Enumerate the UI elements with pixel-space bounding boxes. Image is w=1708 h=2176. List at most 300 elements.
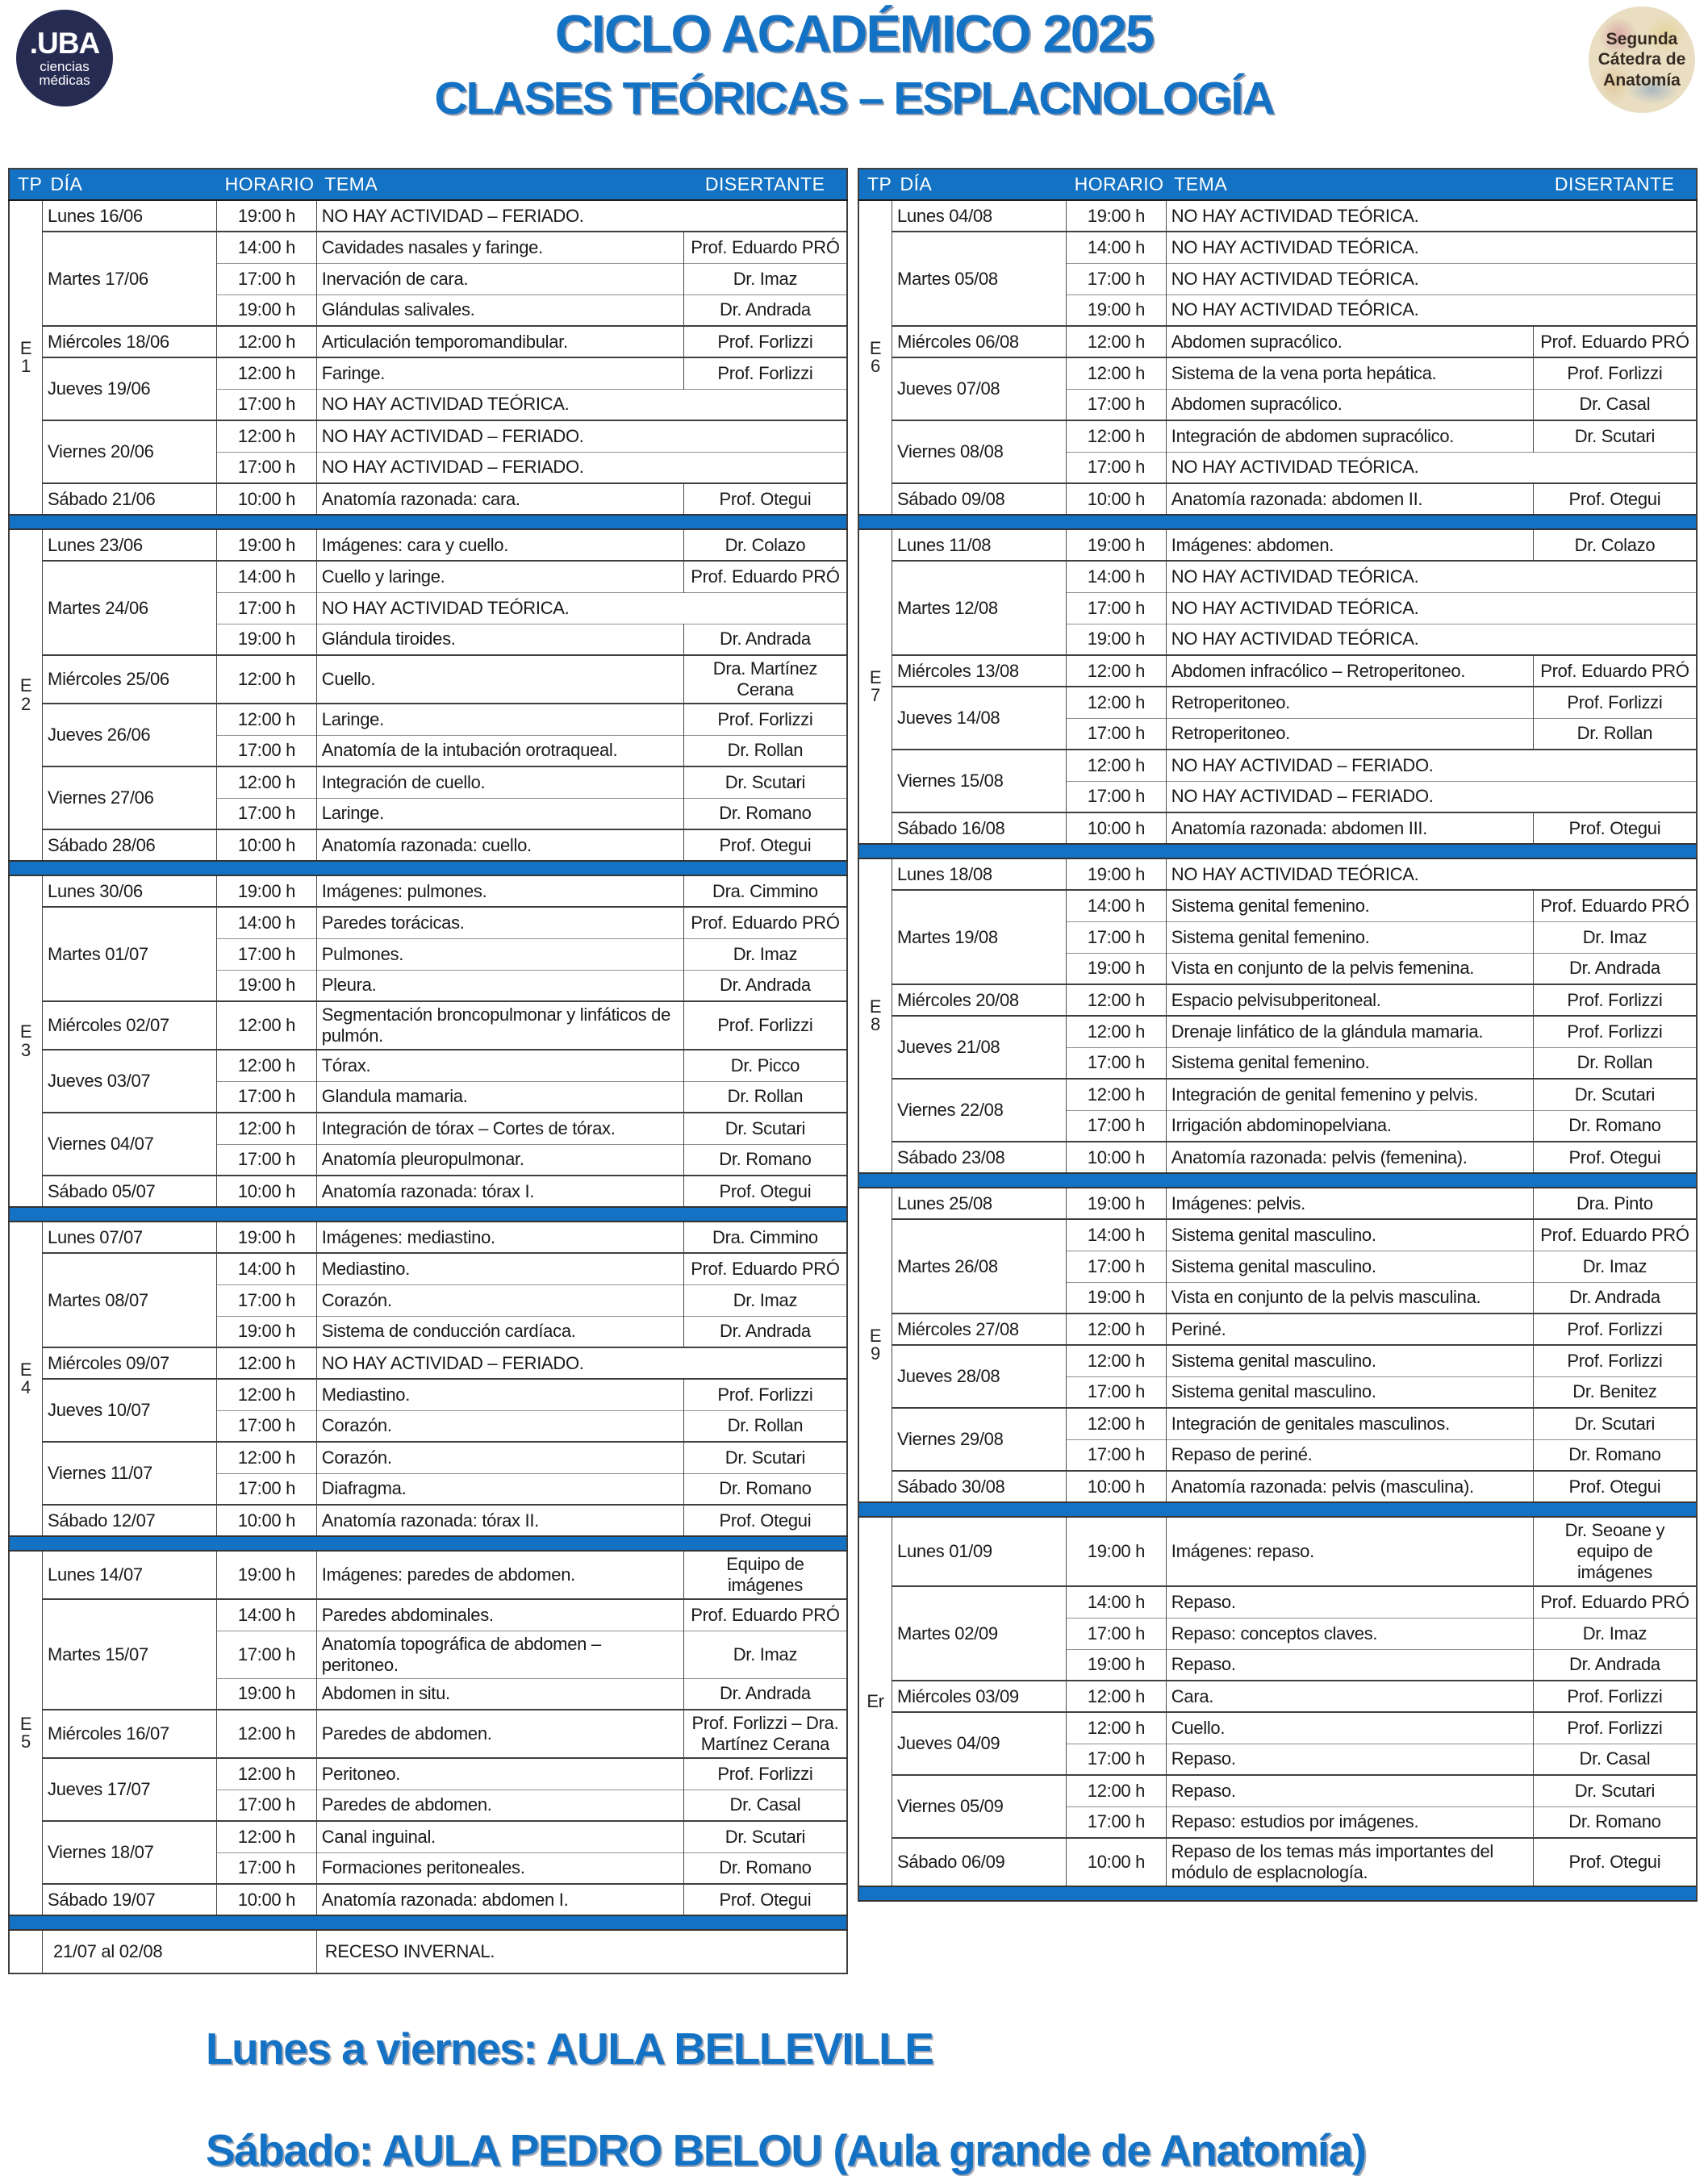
topic-cell: NO HAY ACTIVIDAD – FERIADO. [1166,781,1697,812]
day-cell: Viernes 18/07 [43,1821,217,1884]
speaker-cell: Dr. Rollan [1533,718,1697,750]
day-cell: Lunes 11/08 [892,529,1067,561]
time-cell: 14:00 h [1067,1586,1167,1618]
time-cell: 19:00 h [1067,953,1167,984]
anatomy-chair-logo [1589,6,1695,113]
day-cell: Lunes 30/06 [43,875,217,907]
day-cell: Sábado 12/07 [43,1505,217,1536]
speaker-cell: Prof. Forlizzi [1533,357,1697,389]
tp-label-line: E [19,1359,32,1380]
topic-cell: NO HAY ACTIVIDAD TEÓRICA. [1166,592,1697,624]
page-footer [0,1974,1708,2176]
block-separator [9,861,847,875]
right-schedule-table [858,168,1698,1902]
time-cell: 12:00 h [1067,1681,1167,1712]
session-row [858,890,1697,921]
speaker-cell: Dr. Andrada [1533,953,1697,984]
session-row [9,1379,847,1410]
day-cell: Miércoles 06/08 [892,326,1067,357]
topic-cell: Abdomen supracólico. [1166,326,1533,357]
topic-cell: Repaso. [1166,1649,1533,1681]
tp-label [858,200,892,515]
speaker-cell: Dra. Cimmino [683,1222,847,1253]
topic-cell: NO HAY ACTIVIDAD TEÓRICA. [1166,452,1697,483]
time-cell: 12:00 h [217,1113,317,1144]
day-cell: Jueves 10/07 [43,1379,217,1442]
day-cell: Miércoles 25/06 [43,655,217,704]
day-cell: Sábado 28/06 [43,829,217,861]
topic-cell: Sistema genital masculino. [1166,1345,1533,1376]
session-row [9,1599,847,1631]
topic-cell: Sistema genital femenino. [1166,890,1533,921]
time-cell: 10:00 h [217,829,317,861]
time-cell: 12:00 h [1067,420,1167,452]
speaker-cell: Dr. Seoane y equipo de imágenes [1533,1517,1697,1586]
column-header-horario: HORARIO [217,169,317,200]
speaker-cell: Dr. Scutari [683,1821,847,1852]
topic-cell: Formaciones peritoneales. [316,1852,683,1884]
time-cell: 17:00 h [1067,1806,1167,1838]
block-separator-bar [9,1536,847,1551]
day-cell: Jueves 17/07 [43,1758,217,1821]
day-cell: Martes 08/07 [43,1253,217,1347]
day-cell: Viernes 08/08 [892,420,1067,483]
day-cell: Martes 15/07 [43,1599,217,1710]
tp-label [9,529,43,861]
topic-cell: Vista en conjunto de la pelvis masculina. [1166,1282,1533,1314]
time-cell: 19:00 h [217,200,317,232]
time-cell: 12:00 h [217,1442,317,1473]
block-separator-bar [858,1502,1697,1517]
tp-label [858,858,892,1173]
time-cell: 19:00 h [217,294,317,326]
day-cell: Lunes 04/08 [892,200,1067,232]
tp-label-line: E [869,1325,882,1346]
time-cell: 19:00 h [217,1551,317,1599]
block-separator [9,1207,847,1222]
tp-label [858,529,892,844]
time-cell: 14:00 h [1067,1219,1167,1251]
topic-cell: Pleura. [316,970,683,1001]
session-row [9,1113,847,1144]
speaker-cell: Dr. Scutari [1533,1408,1697,1439]
topic-cell: Segmentación broncopulmonar y linfáticos de pulmón. [316,1001,683,1050]
session-row [9,907,847,938]
topic-cell: Tórax. [316,1050,683,1081]
topic-cell: Sistema de conducción cardíaca. [316,1316,683,1347]
time-cell: 19:00 h [1067,1517,1167,1586]
time-cell: 14:00 h [1067,890,1167,921]
time-cell: 12:00 h [1067,687,1167,718]
speaker-cell: Dr. Romano [683,1852,847,1884]
topic-cell: Glándulas salivales. [316,294,683,326]
speaker-cell: Prof. Forlizzi [1533,984,1697,1016]
column-header-tp: TP [9,169,43,200]
session-row [858,687,1697,718]
time-cell: 12:00 h [1067,326,1167,357]
time-cell: 12:00 h [1067,984,1167,1016]
session-row [858,858,1697,890]
column-header-tema: TEMA [316,169,683,200]
day-cell: Miércoles 18/06 [43,326,217,357]
speaker-cell: Dr. Imaz [1533,1251,1697,1282]
column-header-horario: HORARIO [1067,169,1167,200]
topic-cell: Corazón. [316,1410,683,1442]
uba-logo [16,10,113,107]
speaker-cell: Prof. Eduardo PRÓ [683,561,847,592]
speaker-cell: Dr. Imaz [683,1284,847,1316]
topic-cell: Cavidades nasales y faringe. [316,232,683,263]
uba-logo-text: .UBA [29,26,100,60]
session-row [858,1345,1697,1376]
topic-cell: Glándula tiroides. [316,624,683,655]
saturday-room-note: Sábado: AULA PEDRO BELOU (Aula grande de Anatomía) [206,2125,1366,2175]
tp-empty-cell [9,1930,43,1973]
topic-cell: Drenaje linfático de la glándula mamaria. [1166,1016,1533,1047]
topic-cell: Paredes de abdomen. [316,1790,683,1821]
topic-cell: Retroperitoneo. [1166,687,1533,718]
topic-cell: NO HAY ACTIVIDAD TEÓRICA. [316,592,847,624]
topic-cell: Corazón. [316,1442,683,1473]
block-separator [858,1886,1697,1901]
topic-cell: NO HAY ACTIVIDAD TEÓRICA. [1166,858,1697,890]
speaker-cell: Dr. Andrada [683,970,847,1001]
topic-cell: Cuello y laringe. [316,561,683,592]
speaker-cell: Prof. Eduardo PRÓ [1533,1586,1697,1618]
topic-cell: Peritoneo. [316,1758,683,1790]
block-separator-bar [858,844,1697,858]
tp-label [858,1517,892,1886]
block-separator-bar [9,515,847,529]
title-line-2: CLASES TEÓRICAS – ESPLACNOLOGÍA [434,73,1274,124]
speaker-cell: Dr. Imaz [683,263,847,294]
topic-cell: Repaso. [1166,1775,1533,1806]
speaker-cell: Dr. Scutari [1533,1079,1697,1110]
column-header-dia: DÍA [43,169,217,200]
speaker-cell: Dr. Romano [1533,1439,1697,1471]
topic-cell: Inervación de cara. [316,263,683,294]
session-row [858,200,1697,232]
speaker-cell: Dra. Pinto [1533,1188,1697,1219]
speaker-cell: Prof. Eduardo PRÓ [1533,1219,1697,1251]
time-cell: 14:00 h [1067,561,1167,592]
winter-break-row [9,1930,847,1973]
time-cell: 12:00 h [217,704,317,735]
speaker-cell: Dr. Andrada [683,294,847,326]
day-cell: Martes 02/09 [892,1586,1067,1681]
session-row [9,232,847,263]
winter-break-label: RECESO INVERNAL. [316,1930,847,1973]
day-cell: Lunes 18/08 [892,858,1067,890]
topic-cell: Imágenes: repaso. [1166,1517,1533,1586]
tp-label-line: E [19,337,32,358]
speaker-cell: Prof. Forlizzi [1533,687,1697,718]
speaker-cell: Prof. Forlizzi [1533,1712,1697,1744]
session-row [9,655,847,704]
topic-cell: Espacio pelvisubperitoneal. [1166,984,1533,1016]
time-cell: 19:00 h [1067,529,1167,561]
speaker-cell: Prof. Otegui [683,483,847,515]
topic-cell: Abdomen infracólico – Retroperitoneo. [1166,655,1533,687]
time-cell: 19:00 h [217,970,317,1001]
time-cell: 10:00 h [1067,483,1167,515]
session-row [858,812,1697,844]
speaker-cell: Dr. Romano [683,1473,847,1505]
block-separator-bar [858,1173,1697,1188]
block-separator-bar [858,515,1697,529]
block-separator [858,1502,1697,1517]
tp-label [9,1222,43,1536]
day-cell: Viernes 04/07 [43,1113,217,1176]
speaker-cell: Dr. Andrada [1533,1649,1697,1681]
speaker-cell: Prof. Otegui [1533,1471,1697,1502]
time-cell: 17:00 h [217,1144,317,1176]
day-cell: Lunes 25/08 [892,1188,1067,1219]
speaker-cell: Dr. Andrada [683,1678,847,1710]
topic-cell: NO HAY ACTIVIDAD – FERIADO. [316,200,847,232]
time-cell: 17:00 h [217,938,317,970]
session-row [9,326,847,357]
speaker-cell: Prof. Forlizzi [1533,1345,1697,1376]
topic-cell: Sistema genital masculino. [1166,1376,1533,1408]
day-cell: Lunes 16/06 [43,200,217,232]
topic-cell: Paredes torácicas. [316,907,683,938]
time-cell: 12:00 h [217,1710,317,1758]
speaker-cell: Prof. Otegui [1533,1142,1697,1173]
speaker-cell: Prof. Forlizzi [683,357,847,389]
topic-cell: Paredes abdominales. [316,1599,683,1631]
session-row [858,1586,1697,1618]
session-row [858,357,1697,389]
topic-cell: Abdomen in situ. [316,1678,683,1710]
time-cell: 12:00 h [1067,655,1167,687]
time-cell: 19:00 h [217,624,317,655]
speaker-cell: Prof. Eduardo PRÓ [683,232,847,263]
time-cell: 19:00 h [1067,1188,1167,1219]
tp-label-line: 5 [21,1731,31,1752]
day-cell: Martes 26/08 [892,1219,1067,1314]
speaker-cell: Dr. Andrada [683,624,847,655]
time-cell: 14:00 h [217,561,317,592]
time-cell: 12:00 h [217,420,317,452]
block-separator-bar [9,1207,847,1222]
left-schedule-table [8,168,848,1974]
time-cell: 17:00 h [217,452,317,483]
day-cell: Sábado 05/07 [43,1176,217,1207]
topic-cell: Integración de tórax – Cortes de tórax. [316,1113,683,1144]
tp-label-line: 2 [21,693,31,714]
session-row [858,232,1697,263]
time-cell: 17:00 h [217,1410,317,1442]
time-cell: 12:00 h [217,1050,317,1081]
time-cell: 19:00 h [217,1678,317,1710]
tp-label [858,1188,892,1502]
time-cell: 10:00 h [1067,1142,1167,1173]
day-cell: Viernes 20/06 [43,420,217,483]
time-cell: 17:00 h [1067,1376,1167,1408]
tp-label-line: E [19,1021,32,1042]
block-separator [9,1915,847,1930]
day-cell: Miércoles 09/07 [43,1347,217,1379]
session-row [9,1050,847,1081]
topic-cell: Repaso: conceptos claves. [1166,1618,1533,1649]
tp-label-line: E [869,996,882,1017]
time-cell: 12:00 h [217,1379,317,1410]
time-cell: 12:00 h [1067,1775,1167,1806]
time-cell: 19:00 h [1067,1649,1167,1681]
day-cell: Viernes 22/08 [892,1079,1067,1142]
session-row [9,1710,847,1758]
time-cell: 12:00 h [217,1758,317,1790]
block-separator [858,515,1697,529]
day-cell: Jueves 28/08 [892,1345,1067,1408]
schedule-tables [0,168,1708,1974]
time-cell: 17:00 h [217,798,317,829]
session-row [858,420,1697,452]
time-cell: 10:00 h [217,1176,317,1207]
column-header-dia: DÍA [892,169,1067,200]
speaker-cell: Prof. Eduardo PRÓ [1533,890,1697,921]
topic-cell: NO HAY ACTIVIDAD – FERIADO. [316,1347,847,1379]
time-cell: 17:00 h [217,1081,317,1113]
day-cell: Viernes 29/08 [892,1408,1067,1471]
column-header-disertante: DISERTANTE [1533,169,1697,200]
speaker-cell: Dr. Scutari [683,1442,847,1473]
speaker-cell: Prof. Forlizzi – Dra. Martínez Cerana [683,1710,847,1758]
speaker-cell: Prof. Otegui [683,1176,847,1207]
session-row [9,829,847,861]
time-cell: 17:00 h [1067,1047,1167,1079]
tp-label-line: 6 [871,356,880,376]
session-row [858,1775,1697,1806]
tp-label-line: 1 [21,356,31,376]
session-row [858,984,1697,1016]
block-separator-bar [9,1915,847,1930]
time-cell: 12:00 h [1067,1016,1167,1047]
topic-cell: Imágenes: pulmones. [316,875,683,907]
speaker-cell: Dra. Cimmino [683,875,847,907]
session-row [858,1079,1697,1110]
day-cell: Jueves 21/08 [892,1016,1067,1079]
column-header-tp: TP [858,169,892,200]
time-cell: 12:00 h [1067,1314,1167,1345]
time-cell: 17:00 h [1067,718,1167,750]
topic-cell: Retroperitoneo. [1166,718,1533,750]
speaker-cell: Prof. Forlizzi [1533,1314,1697,1345]
time-cell: 17:00 h [217,263,317,294]
speaker-cell: Dr. Rollan [683,1410,847,1442]
session-row [858,1712,1697,1744]
day-cell: Martes 19/08 [892,890,1067,984]
speaker-cell: Dr. Romano [683,798,847,829]
column-header-tema: TEMA [1166,169,1533,200]
uba-logo-subtext-1: ciencias [40,58,90,74]
session-row [858,655,1697,687]
day-cell: Viernes 05/09 [892,1775,1067,1838]
speaker-cell: Prof. Eduardo PRÓ [683,1599,847,1631]
speaker-cell: Dr. Scutari [683,1113,847,1144]
speaker-cell: Dr. Benitez [1533,1376,1697,1408]
topic-cell: Cuello. [1166,1712,1533,1744]
time-cell: 17:00 h [1067,1251,1167,1282]
session-row [9,357,847,389]
time-cell: 17:00 h [217,735,317,766]
day-cell: Viernes 15/08 [892,750,1067,812]
time-cell: 19:00 h [217,875,317,907]
session-row [9,529,847,561]
speaker-cell: Prof. Forlizzi [1533,1016,1697,1047]
speaker-cell: Prof. Eduardo PRÓ [683,907,847,938]
time-cell: 10:00 h [1067,812,1167,844]
session-row [9,1884,847,1915]
topic-cell: Anatomía razonada: abdomen II. [1166,483,1533,515]
session-row [858,1471,1697,1502]
tp-label [9,875,43,1207]
time-cell: 17:00 h [1067,1439,1167,1471]
speaker-cell: Prof. Forlizzi [683,326,847,357]
time-cell: 12:00 h [1067,1345,1167,1376]
topic-cell: Imágenes: abdomen. [1166,529,1533,561]
time-cell: 14:00 h [1067,232,1167,263]
topic-cell: Mediastino. [316,1379,683,1410]
time-cell: 17:00 h [1067,592,1167,624]
time-cell: 10:00 h [217,1505,317,1536]
time-cell: 12:00 h [217,655,317,704]
topic-cell: Anatomía razonada: abdomen III. [1166,812,1533,844]
day-cell: Jueves 03/07 [43,1050,217,1113]
speaker-cell: Dr. Scutari [1533,1775,1697,1806]
speaker-cell: Dr. Scutari [683,766,847,798]
speaker-cell: Prof. Forlizzi [1533,1681,1697,1712]
topic-cell: Sistema genital masculino. [1166,1219,1533,1251]
session-row [9,1442,847,1473]
weekday-room-note: Lunes a viernes: AULA BELLEVILLE [206,2024,933,2074]
time-cell: 19:00 h [1067,858,1167,890]
column-header-row [858,169,1697,200]
topic-cell: Anatomía razonada: tórax II. [316,1505,683,1536]
tp-label-line: 9 [871,1343,880,1364]
speaker-cell: Prof. Otegui [683,1884,847,1915]
session-row [9,420,847,452]
time-cell: 12:00 h [1067,1079,1167,1110]
day-cell: Sábado 30/08 [892,1471,1067,1502]
speaker-cell: Equipo de imágenes [683,1551,847,1599]
topic-cell: Mediastino. [316,1253,683,1284]
tp-label [9,1551,43,1915]
time-cell: 17:00 h [1067,263,1167,294]
time-cell: 10:00 h [1067,1471,1167,1502]
topic-cell: Corazón. [316,1284,683,1316]
time-cell: 14:00 h [217,907,317,938]
time-cell: 17:00 h [1067,1110,1167,1142]
topic-cell: Sistema de la vena porta hepática. [1166,357,1533,389]
topic-cell: Abdomen supracólico. [1166,389,1533,420]
topic-cell: Periné. [1166,1314,1533,1345]
speaker-cell: Dr. Casal [1533,389,1697,420]
speaker-cell: Dr. Imaz [683,938,847,970]
time-cell: 17:00 h [217,1284,317,1316]
day-cell: Martes 12/08 [892,561,1067,655]
topic-cell: Imágenes: pelvis. [1166,1188,1533,1219]
topic-cell: Cara. [1166,1681,1533,1712]
day-cell: Martes 05/08 [892,232,1067,326]
topic-cell: Anatomía razonada: abdomen I. [316,1884,683,1915]
speaker-cell: Dr. Scutari [1533,420,1697,452]
tp-label-line: E [19,675,32,696]
session-row [9,875,847,907]
catedra-logo-line-3: Anatomía [1603,70,1681,90]
day-cell: Lunes 07/07 [43,1222,217,1253]
